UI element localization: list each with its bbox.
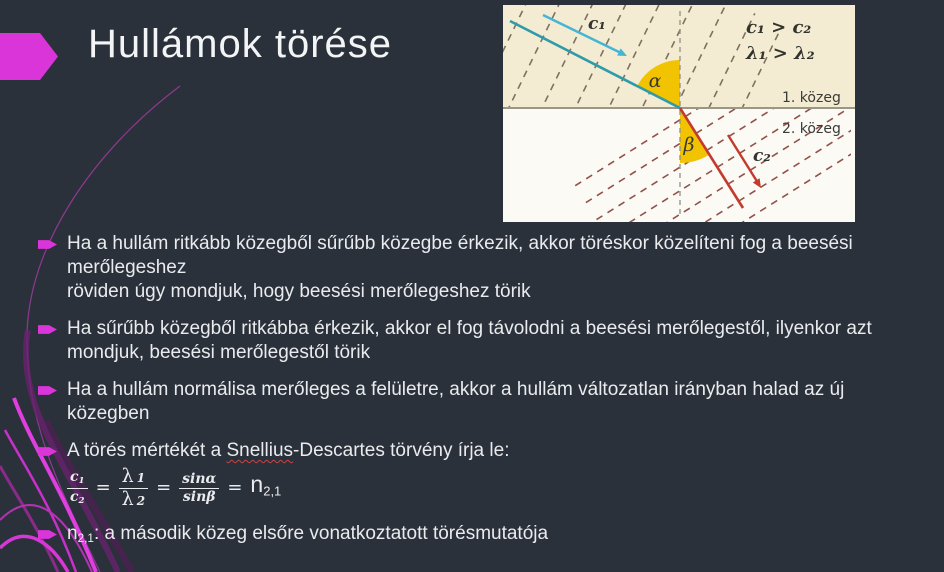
frac-num: c [70, 469, 79, 486]
bullet-arrow-icon [38, 239, 57, 250]
misspelled-word: Snellius [226, 440, 294, 461]
medium2-label: 2. közeg [782, 121, 841, 137]
bullet-arrow-icon [38, 446, 57, 457]
n-subscript: 2,1 [77, 531, 94, 545]
bullet-arrow-icon [38, 385, 57, 396]
bullet-text [67, 522, 872, 551]
alpha-angle-label: α [648, 70, 662, 92]
c2-label: c₂ [753, 146, 771, 166]
bullet-arrow-icon [38, 324, 57, 335]
title-accent-arrow-icon [0, 33, 58, 80]
frac-num: sinα [179, 472, 219, 489]
formula-fraction-speeds [67, 470, 88, 506]
frac-den: sinβ [182, 488, 216, 505]
bullet-text: Ha a hullám ritkább közegből sűrűbb közegbe érkezik, akkor töréskor közelíteni fog a beesési merőlegeshez [67, 233, 853, 278]
formula-fraction-sines [179, 472, 219, 504]
n-base: n [67, 523, 78, 544]
equals-sign: = [227, 477, 243, 498]
list-item [38, 378, 908, 426]
bullet-subtext: röviden úgy mondjuk, hogy beesési merőlegeshez törik [67, 281, 531, 302]
lambda-index: 2 [136, 493, 146, 508]
bullet-text-rest: : a második közeg elsőre vonatkoztatott törésmutatója [93, 523, 549, 544]
speed-inequality-label: c₁ > c₂ [746, 17, 812, 38]
n-base: n [250, 471, 264, 498]
bullet-text-pre: A törés mértékét a [67, 440, 227, 461]
wavelength-inequality-label: λ₁ > λ₂ [746, 43, 815, 64]
lambda-symbol: λ [121, 487, 134, 510]
equals-sign: = [95, 477, 111, 498]
list-item [38, 522, 908, 551]
bullet-text [67, 439, 872, 463]
frac-den: c [70, 488, 79, 505]
bullet-text-post: -Descartes törvény írja le: [293, 440, 510, 461]
c1-label: c₁ [588, 14, 606, 34]
bullet-text: Ha a hullám normálisa merőleges a felületre, akkor a hullám változatlan irányban halad az új közegben [67, 379, 845, 424]
refractive-index-symbol [250, 472, 281, 503]
n-subscript: 2,1 [263, 483, 282, 499]
frac-den-sub: 2 [78, 495, 85, 506]
equals-sign: = [156, 477, 172, 498]
bullet-list [38, 232, 908, 551]
snellius-formula [67, 464, 872, 510]
lambda-index: 1 [136, 470, 146, 485]
refraction-diagram [503, 5, 855, 222]
formula-fraction-wavelengths [119, 464, 148, 510]
frac-num-sub: 1 [78, 476, 85, 487]
bullet-text: Ha sűrűbb közegből ritkábba érkezik, akkor el fog távolodni a beesési merőlegestől, ilyenkor azt mondjuk, beesési merőlegestől törik [67, 318, 872, 363]
list-item [38, 317, 908, 365]
medium1-label: 1. közeg [782, 90, 841, 106]
lambda-symbol: λ [121, 464, 134, 487]
list-item [38, 232, 908, 304]
page-title: Hullámok törése [88, 22, 393, 66]
list-item [38, 439, 908, 509]
refraction-diagram-image [503, 5, 855, 222]
bullet-arrow-icon [38, 529, 57, 540]
beta-angle-label: β [683, 134, 695, 156]
